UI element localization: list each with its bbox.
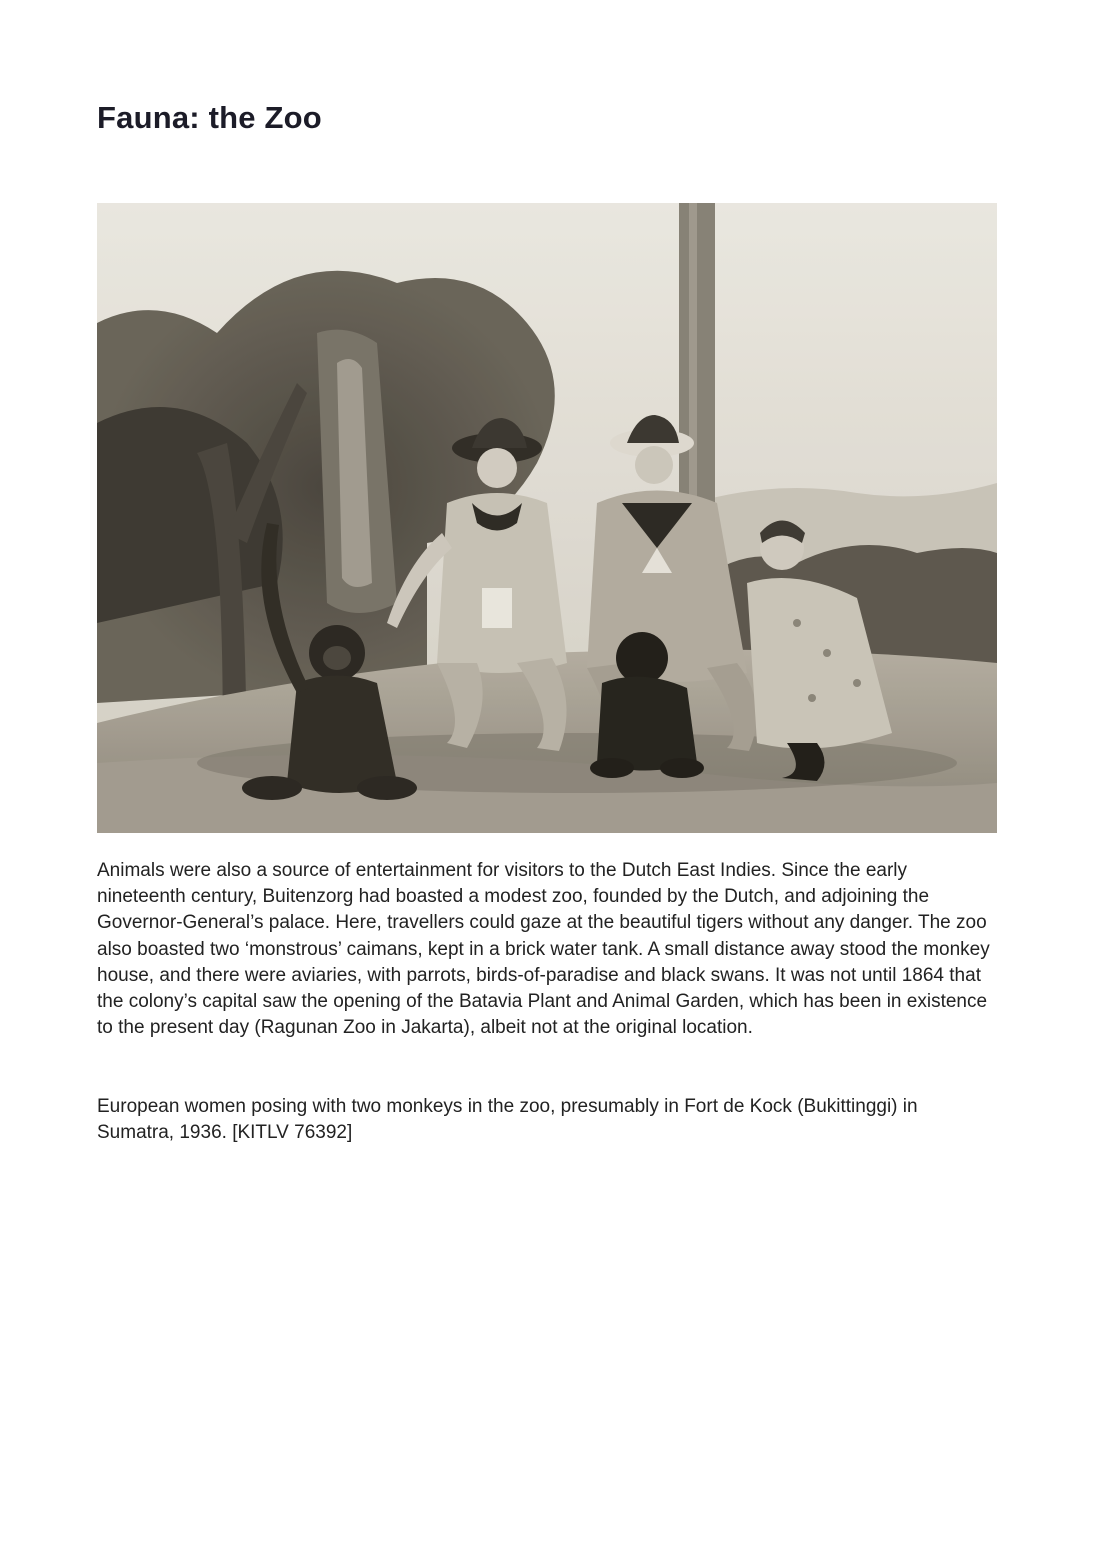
body-paragraph: Animals were also a source of entertainment for visitors to the Dutch East Indies. Since the early nineteenth century, Buitenzorg had boasted a modest zoo, founded by the Dutch, and adjoining the Governor-General’s palace. Here, travellers could gaze at the beautiful tigers without any danger. The zoo also boasted two ‘monstrous’ caimans, kept in a brick water tank. A small distance away stood the monkey house, and there were aviaries, with parrots, birds-of-paradise and black swans. It was not until 1864 that the colony’s capital saw the opening of the Batavia Plant and Animal Garden, which has been in existence to the present day (Ragunan Zoo in Jakarta), albeit not at the original location. xyxy=(97,860,990,1039)
archival-photo xyxy=(97,203,997,833)
photo-caption: European women posing with two monkeys in the zoo, presumably in Fort de Kock (Bukittinggi) in Sumatra, 1936. [KITLV 76392] xyxy=(97,1096,918,1144)
photo-illustration xyxy=(97,203,997,833)
page-title: Fauna: the Zoo xyxy=(97,100,322,135)
